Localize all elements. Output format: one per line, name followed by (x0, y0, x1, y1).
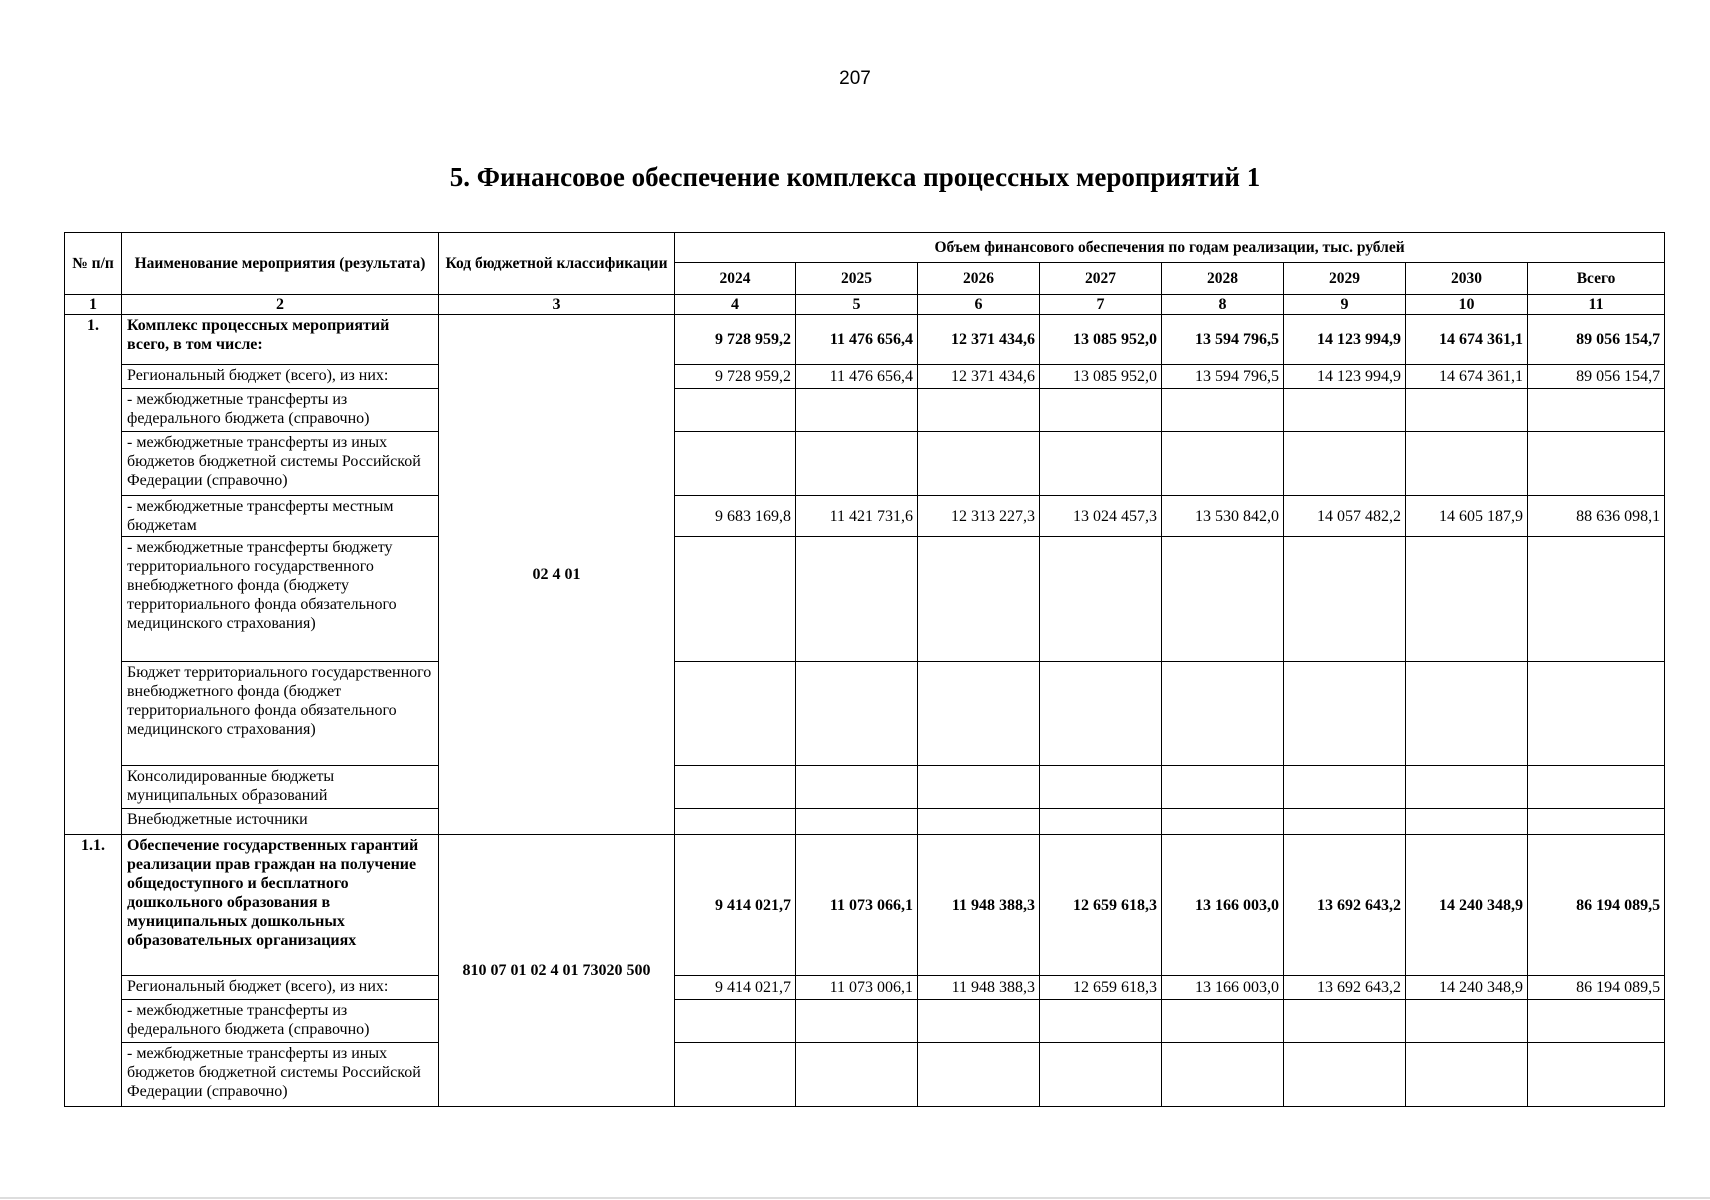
year-value (1406, 537, 1528, 662)
page-number: 207 (839, 68, 871, 89)
year-value (1406, 1043, 1528, 1107)
year-value: 13 166 003,0 (1162, 976, 1284, 1000)
year-value (1040, 389, 1162, 432)
year-value (1284, 1043, 1406, 1107)
header-year: 2028 (1162, 263, 1284, 295)
year-value (796, 537, 918, 662)
year-value (1284, 389, 1406, 432)
year-value: 13 692 643,2 (1284, 835, 1406, 976)
year-value (1406, 389, 1528, 432)
year-value (1040, 432, 1162, 496)
year-value (1406, 766, 1528, 809)
year-value: 13 085 952,0 (1040, 365, 1162, 389)
row-number: 1. (65, 315, 122, 835)
year-value (675, 1000, 796, 1043)
header-code: Код бюджетной классификации (439, 233, 675, 295)
table-row (65, 315, 1665, 365)
event-name: Обеспечение государственных гарантий реализации прав граждан на получение общедоступного и бесплатного дошкольного образования в муниципальных дошкольных образовательных организациях (122, 835, 439, 976)
year-value: 11 476 656,4 (796, 315, 918, 365)
event-name: Консолидированные бюджеты муниципальных образований (122, 766, 439, 809)
year-value (918, 432, 1040, 496)
total-value: 86 194 089,5 (1528, 835, 1665, 976)
year-value: 14 240 348,9 (1406, 976, 1528, 1000)
table-row (65, 389, 1665, 432)
year-value (675, 537, 796, 662)
year-value: 9 414 021,7 (675, 976, 796, 1000)
year-value: 13 692 643,2 (1284, 976, 1406, 1000)
column-index: 10 (1406, 295, 1528, 315)
year-value (918, 537, 1040, 662)
year-value (1162, 809, 1284, 835)
year-value (1162, 1043, 1284, 1107)
total-value: 89 056 154,7 (1528, 315, 1665, 365)
year-value: 9 414 021,7 (675, 835, 796, 976)
header-num: № п/п (65, 233, 122, 295)
year-value: 13 594 796,5 (1162, 365, 1284, 389)
year-value: 12 371 434,6 (918, 365, 1040, 389)
year-value: 14 240 348,9 (1406, 835, 1528, 976)
year-value: 14 605 187,9 (1406, 496, 1528, 537)
event-name: - межбюджетные трансферты из иных бюджетов бюджетной системы Российской Федерации (справочно) (122, 1043, 439, 1107)
year-value (918, 766, 1040, 809)
year-value: 12 659 618,3 (1040, 976, 1162, 1000)
year-value (1162, 389, 1284, 432)
year-value (675, 432, 796, 496)
column-index: 2 (122, 295, 439, 315)
year-value: 11 948 388,3 (918, 976, 1040, 1000)
year-value: 11 073 066,1 (796, 835, 918, 976)
total-value: 88 636 098,1 (1528, 496, 1665, 537)
row-number: 1.1. (65, 835, 122, 1107)
year-value (1284, 662, 1406, 766)
total-value: 89 056 154,7 (1528, 365, 1665, 389)
header-year: 2027 (1040, 263, 1162, 295)
column-index: 7 (1040, 295, 1162, 315)
column-index: 8 (1162, 295, 1284, 315)
total-value (1528, 389, 1665, 432)
event-name: Комплекс процессных мероприятий всего, в том числе: (122, 315, 439, 365)
year-value (1406, 809, 1528, 835)
column-index: 4 (675, 295, 796, 315)
year-value (1284, 432, 1406, 496)
year-value (796, 662, 918, 766)
year-value (1284, 809, 1406, 835)
year-value (1162, 1000, 1284, 1043)
column-index: 11 (1528, 295, 1665, 315)
year-value (918, 1000, 1040, 1043)
year-value: 13 594 796,5 (1162, 315, 1284, 365)
year-value (1284, 537, 1406, 662)
year-value (1162, 766, 1284, 809)
year-value (796, 766, 918, 809)
year-value: 11 073 006,1 (796, 976, 918, 1000)
total-value (1528, 1000, 1665, 1043)
budget-code: 02 4 01 (439, 315, 675, 835)
event-name: Региональный бюджет (всего), из них: (122, 365, 439, 389)
total-value (1528, 809, 1665, 835)
year-value: 14 123 994,9 (1284, 315, 1406, 365)
header-year: 2030 (1406, 263, 1528, 295)
year-value (675, 662, 796, 766)
year-value (1284, 1000, 1406, 1043)
year-value (675, 1043, 796, 1107)
scan-edge (0, 1197, 1710, 1199)
year-value (918, 1043, 1040, 1107)
header-total: Всего (1528, 263, 1665, 295)
table-row (65, 662, 1665, 766)
table-row (65, 809, 1665, 835)
year-value: 13 166 003,0 (1162, 835, 1284, 976)
event-name: Бюджет территориального государственного внебюджетного фонда (бюджет территориального фонда обязательного медицинского страхования) (122, 662, 439, 766)
column-index: 3 (439, 295, 675, 315)
year-value (675, 809, 796, 835)
year-value (1162, 662, 1284, 766)
event-name: - межбюджетные трансферты из федерального бюджета (справочно) (122, 1000, 439, 1043)
year-value: 11 476 656,4 (796, 365, 918, 389)
year-value (918, 389, 1040, 432)
table-row (65, 1000, 1665, 1043)
column-index: 6 (918, 295, 1040, 315)
year-value: 12 371 434,6 (918, 315, 1040, 365)
table-row (65, 496, 1665, 537)
total-value (1528, 766, 1665, 809)
total-value: 86 194 089,5 (1528, 976, 1665, 1000)
year-value: 13 024 457,3 (1040, 496, 1162, 537)
table-row (65, 1043, 1665, 1107)
event-name: - межбюджетные трансферты из федерального бюджета (справочно) (122, 389, 439, 432)
page-title: 5. Финансовое обеспечение комплекса процессных мероприятий 1 (449, 162, 1261, 192)
year-value: 14 674 361,1 (1406, 315, 1528, 365)
year-value: 9 683 169,8 (675, 496, 796, 537)
year-value (796, 1043, 918, 1107)
event-name: - межбюджетные трансферты из иных бюджетов бюджетной системы Российской Федерации (справочно) (122, 432, 439, 496)
year-value: 9 728 959,2 (675, 365, 796, 389)
column-index: 1 (65, 295, 122, 315)
year-value (1040, 662, 1162, 766)
total-value (1528, 662, 1665, 766)
year-value: 14 123 994,9 (1284, 365, 1406, 389)
year-value (1162, 537, 1284, 662)
column-index: 9 (1284, 295, 1406, 315)
year-value (1040, 1043, 1162, 1107)
column-index-row (65, 295, 1665, 315)
table-row (65, 835, 1665, 976)
year-value (1406, 662, 1528, 766)
year-value: 11 948 388,3 (918, 835, 1040, 976)
year-value (675, 766, 796, 809)
total-value (1528, 432, 1665, 496)
year-value: 9 728 959,2 (675, 315, 796, 365)
financing-table (64, 232, 1665, 1107)
year-value (1284, 766, 1406, 809)
column-index: 5 (796, 295, 918, 315)
header-year: 2025 (796, 263, 918, 295)
year-value (1040, 766, 1162, 809)
year-value (796, 1000, 918, 1043)
budget-code: 810 07 01 02 4 01 73020 500 (439, 835, 675, 1107)
table-row (65, 766, 1665, 809)
year-value (796, 432, 918, 496)
table-row (65, 365, 1665, 389)
event-name: Региональный бюджет (всего), из них: (122, 976, 439, 1000)
table-row (65, 432, 1665, 496)
year-value (918, 809, 1040, 835)
year-value: 12 659 618,3 (1040, 835, 1162, 976)
year-value (1040, 537, 1162, 662)
year-value: 13 085 952,0 (1040, 315, 1162, 365)
header-name: Наименование мероприятия (результата) (122, 233, 439, 295)
event-name: - межбюджетные трансферты бюджету территориального государственного внебюджетного фонда (бюджету территориального фонда обязательного медицинского страхования) (122, 537, 439, 662)
table-header (65, 233, 1665, 315)
year-value (1406, 1000, 1528, 1043)
year-value: 14 674 361,1 (1406, 365, 1528, 389)
header-year: 2029 (1284, 263, 1406, 295)
year-value (1162, 432, 1284, 496)
year-value (796, 389, 918, 432)
year-value: 14 057 482,2 (1284, 496, 1406, 537)
year-value: 13 530 842,0 (1162, 496, 1284, 537)
year-value (796, 809, 918, 835)
header-year: 2026 (918, 263, 1040, 295)
header-year: 2024 (675, 263, 796, 295)
event-name: - межбюджетные трансферты местным бюджетам (122, 496, 439, 537)
year-value (675, 389, 796, 432)
year-value: 11 421 731,6 (796, 496, 918, 537)
table-row (65, 976, 1665, 1000)
year-value (1040, 809, 1162, 835)
table-row (65, 537, 1665, 662)
year-value (918, 662, 1040, 766)
event-name: Внебюджетные источники (122, 809, 439, 835)
total-value (1528, 1043, 1665, 1107)
year-value (1040, 1000, 1162, 1043)
header-volume: Объем финансового обеспечения по годам реализации, тыс. рублей (675, 233, 1665, 263)
year-value (1406, 432, 1528, 496)
year-value: 12 313 227,3 (918, 496, 1040, 537)
table-body (65, 315, 1665, 1107)
total-value (1528, 537, 1665, 662)
